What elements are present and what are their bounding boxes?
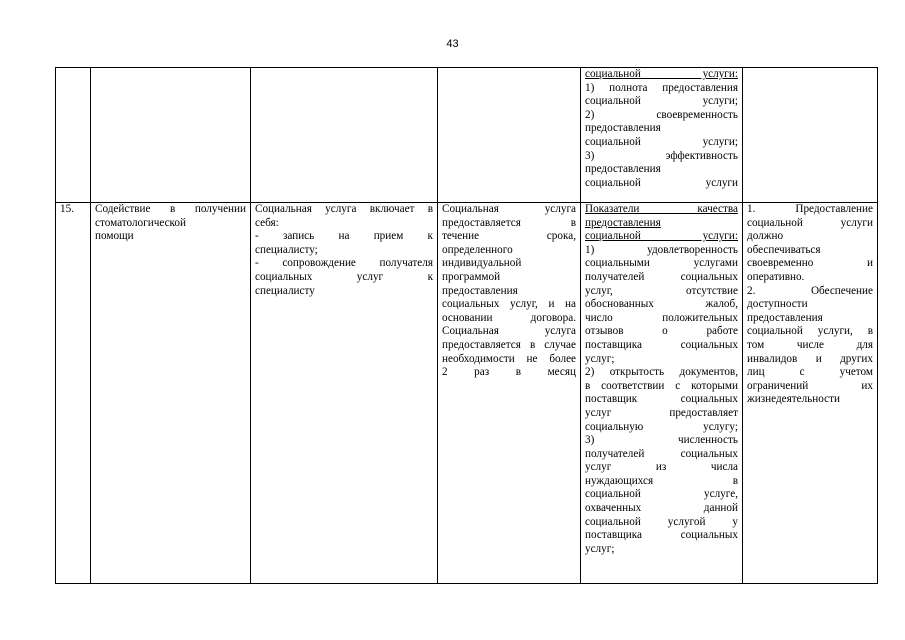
text-line: Социальная услуга включает в bbox=[255, 203, 433, 215]
text-line: социальной услуге, bbox=[585, 488, 738, 501]
text-line: оперативно. bbox=[747, 270, 805, 283]
indicators-lines bbox=[585, 68, 738, 190]
text-line: социальной услугой у bbox=[585, 515, 738, 528]
text-line: социальной услуги: bbox=[585, 68, 738, 80]
cell-description bbox=[251, 203, 438, 584]
text-line: индивидуальной bbox=[442, 257, 522, 270]
table-row bbox=[56, 203, 878, 584]
text-line: - сопровождение получателя bbox=[255, 257, 433, 270]
cell-indicators-continued bbox=[581, 68, 743, 203]
text-line: Содействие в получении bbox=[95, 203, 246, 215]
text-line: услуг из числа bbox=[585, 461, 738, 474]
cell-name-continued bbox=[91, 68, 251, 203]
text-line: предоставления bbox=[747, 311, 823, 324]
text-line: предоставляется в bbox=[442, 216, 576, 229]
text-line: Социальная услуга bbox=[442, 203, 576, 215]
text-line: 1. Предоставление bbox=[747, 203, 873, 215]
text-line: услуг предоставляет bbox=[585, 406, 738, 419]
text-line: специалисту bbox=[255, 284, 315, 297]
text-line: Показатели качества bbox=[585, 203, 738, 215]
text-line: лиц с учетом bbox=[747, 366, 873, 379]
text-line: том числе для bbox=[747, 338, 873, 351]
text-line: 1) удовлетворенность bbox=[585, 243, 738, 256]
text-line: социальной услуги bbox=[747, 216, 873, 229]
service-terms bbox=[442, 203, 576, 380]
text-line: программой bbox=[442, 270, 501, 283]
text-line: 2) своевременность bbox=[585, 108, 738, 121]
cell-description-continued bbox=[251, 68, 438, 203]
text-line: жизнедеятельности bbox=[747, 393, 840, 406]
text-line: число положительных bbox=[585, 311, 738, 324]
text-line: социальной услуги bbox=[585, 176, 738, 189]
text-line: услуг; bbox=[585, 352, 615, 365]
text-line: предоставления bbox=[585, 216, 661, 229]
text-line: получателей социальных bbox=[585, 270, 738, 283]
text-line: - запись на прием к bbox=[255, 230, 433, 243]
cell-terms-continued bbox=[438, 68, 581, 203]
text-line: предоставления bbox=[585, 122, 661, 135]
text-line: социальной услуги, в bbox=[747, 325, 873, 338]
text-line: 3) эффективность bbox=[585, 149, 738, 162]
text-line: охваченных данной bbox=[585, 502, 738, 515]
text-line: Социальная услуга bbox=[442, 325, 576, 338]
text-line: предоставления bbox=[585, 163, 661, 176]
text-line: услуг; bbox=[585, 542, 615, 555]
text-line: социальную услугу; bbox=[585, 420, 738, 433]
text-line: основании договора. bbox=[442, 311, 576, 324]
service-name bbox=[95, 203, 246, 244]
text-line: 2. Обеспечение bbox=[747, 284, 873, 297]
text-line: необходимости не более bbox=[442, 352, 576, 365]
text-line: специалисту; bbox=[255, 243, 318, 256]
text-line: течение срока, bbox=[442, 230, 576, 243]
text-line: инвалидов и других bbox=[747, 352, 873, 365]
text-line: услуг, отсутствие bbox=[585, 284, 738, 297]
text-line: социальных услуг к bbox=[255, 270, 433, 283]
text-line: получателей социальных bbox=[585, 447, 738, 460]
cell-number-continued bbox=[56, 68, 91, 203]
text-line: поставщика социальных bbox=[585, 338, 738, 351]
cell-name bbox=[91, 203, 251, 584]
text-line: 2) открытость документов, bbox=[585, 366, 738, 379]
text-line: ограничений их bbox=[747, 379, 873, 392]
text-line: 1) полнота предоставления bbox=[585, 81, 738, 94]
text-line: социальных услуг, и на bbox=[442, 298, 576, 311]
text-line: стоматологической bbox=[95, 216, 186, 229]
text-line: 2 раз в месяц bbox=[442, 366, 576, 379]
page-number: 43 bbox=[446, 38, 459, 50]
text-line: социальной услуги; bbox=[585, 135, 738, 148]
cell-number: 15. bbox=[56, 203, 91, 584]
text-line: 3) численность bbox=[585, 434, 738, 447]
text-line: социальными услугами bbox=[585, 257, 738, 270]
text-line: нуждающихся в bbox=[585, 474, 738, 487]
text-line: предоставляется в случае bbox=[442, 338, 576, 351]
text-line: обеспечиваться bbox=[747, 243, 821, 256]
services-table bbox=[55, 67, 878, 584]
text-line: помощи bbox=[95, 230, 134, 243]
text-line: в соответствии с которыми bbox=[585, 379, 738, 392]
cell-terms bbox=[438, 203, 581, 584]
text-line: должно bbox=[747, 230, 784, 243]
text-line: поставщика социальных bbox=[585, 529, 738, 542]
service-description bbox=[255, 203, 433, 298]
text-line: отзывов о работе bbox=[585, 325, 738, 338]
text-line: определенного bbox=[442, 243, 513, 256]
text-line: доступности bbox=[747, 298, 808, 311]
table-row-continued bbox=[56, 68, 878, 203]
text-line: своевременно и bbox=[747, 257, 873, 270]
text-line: социальной услуги; bbox=[585, 95, 738, 108]
cell-conditions-continued bbox=[743, 68, 878, 203]
quality-indicators bbox=[585, 203, 738, 556]
text-line: обоснованных жалоб, bbox=[585, 298, 738, 311]
cell-indicators bbox=[581, 203, 743, 584]
text-line: себя: bbox=[255, 216, 279, 229]
text-line: социальной услуги: bbox=[585, 230, 738, 243]
service-conditions bbox=[747, 203, 873, 407]
cell-conditions bbox=[743, 203, 878, 584]
text-line: предоставления bbox=[442, 284, 518, 297]
text-line: поставщик социальных bbox=[585, 393, 738, 406]
